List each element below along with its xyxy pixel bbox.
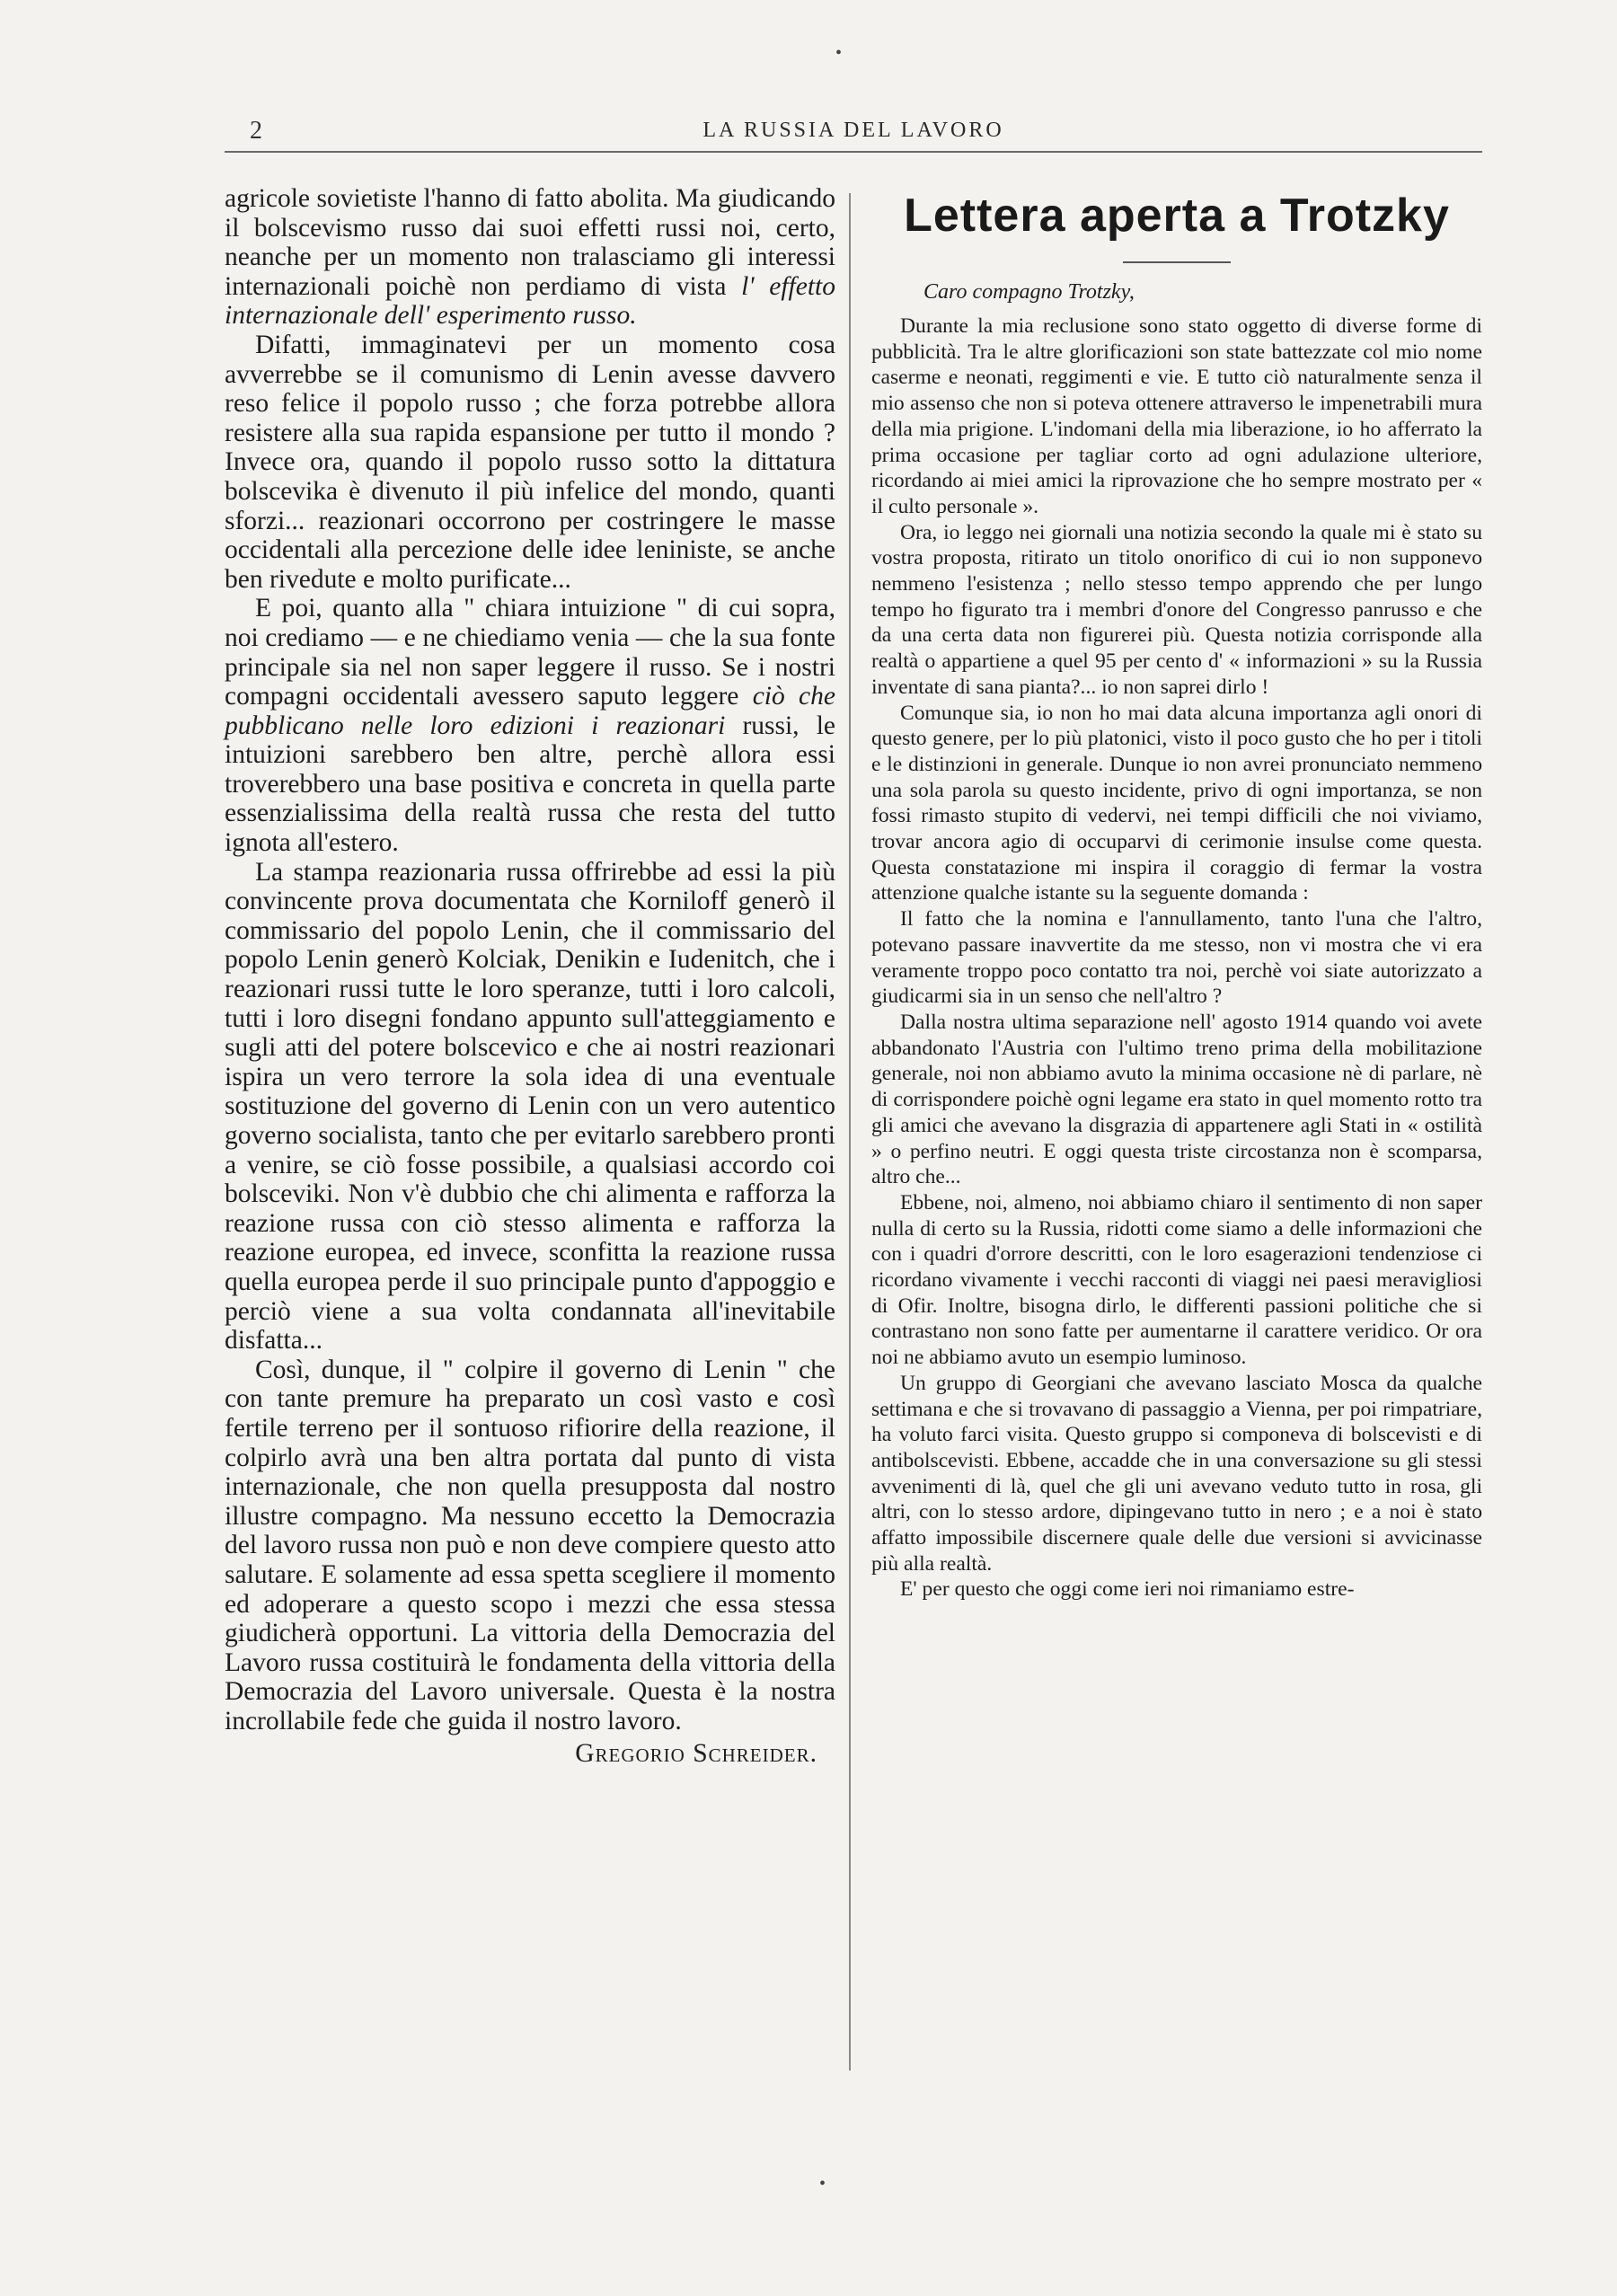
print-speck: •	[835, 43, 843, 63]
column-divider	[849, 193, 851, 2071]
left-column-article	[225, 184, 835, 1769]
letter-paragraph-7: Un gruppo di Georgiani che avevano lasciato Mosca da qualche settimana e che si trovavano di passaggio a Vienna, per poi rimpatriare, ha voluto farci visita. Questo gruppo si componeva di bolscevisti e di antibolscevisti. Ebbene, accadde che in una conversazione su gli stessi avvenimenti di là, quel che gli uni avevano veduto tutto in rosa, gli altri, con lo stesso ardore, dipingevano tutto in nero ; e a noi è stato affatto impossibile discernere quale delle due versioni si avvicinasse più alla realtà.	[871, 1371, 1482, 1576]
article-title: Lettera aperta a Trotzky	[904, 190, 1450, 242]
left-paragraph-3: E poi, quanto alla " chiara intuizione " di cui sopra, noi crediamo — e ne chiediamo venia — che la sua fonte principale sia nel non saper leggere il russo. Se i nostri compagni occidentali avessero saputo leggere ciò che pubblicano nelle loro edizioni i reazionari russi, le intuizioni sarebbero ben altre, perchè allora essi troverebbero una base positiva e concreta in quella parte essenzialissima della realtà russa che resta del tutto ignota all'estero.	[225, 594, 835, 858]
left-paragraph-5: Così, dunque, il " colpire il governo di Lenin " che con tante premure ha preparato un così vasto e così fertile terreno per il sontuoso rifiorire della reazione, il colpirlo avrà una ben altra portata dal punto di vista internazionale, che non quella presupposta dal nostro illustre compagno. Ma nessuno eccetto la Democrazia del lavoro russa non può e non deve compiere questo atto salutare. E solamente ad essa spetta scegliere il momento ed adoperare a questo scopo i mezzi che essa stessa giudicherà opportuni. La vittoria della Democrazia del Lavoro russa costituirà le fondamenta della vittoria della Democrazia del Lavoro universale. Questa è la nostra incrollabile fede che guida il nostro lavoro.	[225, 1355, 835, 1735]
letter-paragraph-6: Ebbene, noi, almeno, noi abbiamo chiaro il sentimento di non saper nulla di certo su la Russia, ridotti come siamo a delle informazioni che con i quadri d'orrore descritti, con le loro esagerazioni tendenziose ci ricordano vivamente i vecchi racconti di viaggi nei paesi meravigliosi di Ofir. Inoltre, bisogna dirlo, le differenti passioni politiche che si contrastano non sono fatte per aumentarne il carattere veridico. Or ora noi ne abbiamo avuto un esempio luminoso.	[871, 1190, 1482, 1370]
letter-paragraph-3: Comunque sia, io non ho mai data alcuna importanza agli onori di questo genere, per lo più platonici, visto il poco gusto che ho per i titoli e le distinzioni in generale. Dunque io non avrei pronunciato nemmeno una sola parola su questo incidente, privo di ogni importanza, se non fossi rimasto stupito di vedervi, nei tempi difficili che noi viviamo, trovar ancora agio di occuparvi di cerimonie insulse come questa. Questa constatazione mi inspira il coraggio di fermar la vostra attenzione qualche istante su la seguente domanda :	[871, 701, 1482, 905]
page-number: 2	[250, 117, 262, 145]
italic-phrase: l' effetto internazionale dell' esperimento russo.	[225, 271, 835, 331]
letter-paragraph-5: Dalla nostra ultima separazione nell' agosto 1914 quando voi avete abbandonato l'Austria con l'ultimo treno prima della mobilitazione generale, noi non abbiamo avuto la minima occasione nè di parlare, nè di corrispondere poichè ogni legame era stato in quel momento rotto tra gli amici che avevano la disgrazia di appartenere agli Stati in « ostilità » o perfino neutri. E oggi questa triste circostanza non è scomparsa, altro che...	[871, 1010, 1482, 1189]
page-header	[225, 117, 1482, 153]
left-paragraph-4: La stampa reazionaria russa offrirebbe ad essi la più convincente prova documentata che Korniloff generò il commissario del popolo Lenin, che il commissario del popolo Lenin generò Kolciak, Denikin e Iudenitch, che i reazionari russi tutte le loro speranze, tutti i loro calcoli, tutti i loro disegni fondano appunto sull'atteggiamento e sugli atti del potere bolscevico e che ai nostri reazionari ispira un vero terrore la sola idea di una eventuale sostituzione del governo di Lenin con un vero autentico governo socialista, tanto che per evitarlo sarebbero pronti a venire, se ciò fosse possibile, a qualsiasi accordo coi bolsceviki. Non v'è dubbio che chi alimenta e rafforza la reazione russa con ciò stesso alimenta e rafforza la reazione europea, ed invece, sconfitta la reazione russa quella europea perde il suo principale punto d'appoggio e perciò viene a sua volta condannata all'inevitabile disfatta...	[225, 857, 835, 1356]
title-rule	[1123, 261, 1231, 263]
author-signature: Gregorio Schreider.	[575, 1739, 817, 1769]
left-paragraph-1: agricole sovietiste l'hanno di fatto abolita. Ma giudicando il bolscevismo russo dai suoi effetti russi noi, certo, neanche per un momento non tralasciamo gli interessi internazionali poichè non perdiamo di vista l' effetto internazionale dell' esperimento russo.	[225, 184, 835, 331]
letter-body	[871, 313, 1482, 1603]
running-title: LA RUSSIA DEL LAVORO	[702, 119, 1004, 142]
letter-paragraph-4: Il fatto che la nomina e l'annullamento, tanto l'una che l'altro, potevano passare inavvertite da me stesso, non vi mostra che vi era veramente troppo poco contatto tra noi, perchè voi siate autorizzato a giudicarmi sia in un senso che nell'altro ?	[871, 907, 1482, 1009]
letter-paragraph-2: Ora, io leggo nei giornali una notizia secondo la quale mi è stato su vostra proposta, ritirato un titolo onorifico di cui io non supponevo nemmeno l'esistenza ; nello stesso tempo apprendo che per lungo tempo ho figurato tra i membri d'onore del Congresso panrusso e che da una certa data non figurerei più. Questa notizia corrisponde alla realtà o appartiene a quel 95 per cento d' « informazioni » su la Russia inventate di sana pianta?... io non saprei dirlo !	[871, 520, 1482, 699]
header-rule	[225, 151, 1482, 153]
letter-paragraph-8: E' per questo che oggi come ieri noi rimaniamo estre-	[900, 1577, 1355, 1602]
right-column-article	[871, 184, 1482, 1603]
italic-phrase: ciò che pubblicano nelle loro edizioni i reazionari	[225, 682, 835, 740]
salutation: Caro compagno Trotzky,	[923, 280, 1135, 304]
letter-paragraph-1: Durante la mia reclusione sono stato oggetto di diverse forme di pubblicità. Tra le altre glorificazioni son state battezzate col mio nome caserme e neonati, reggimenti e vie. E tutto ciò naturalmente senza il mio assenso che non si poteva ottenere attraverso le impenetrabili mura della mia prigione. L'indomani della mia liberazione, io ho afferrato la prima occasione per tagliar corto ad ogni adulazione ulteriore, ricordando ai miei amici la riprovazione che ho sempre mostrato per « il culto personale ».	[871, 314, 1482, 518]
print-speck: •	[819, 2174, 826, 2194]
left-paragraph-2: Difatti, immaginatevi per un momento cosa avverrebbe se il comunismo di Lenin avesse davvero reso felice il popolo russo ; che forza potrebbe allora resistere alla sua rapida espansione per tutto il mondo ? Invece ora, quando il popolo russo sotto la dittatura bolscevika è divenuto il più infelice del mondo, quanti sforzi... reazionari occorrono per costringere le masse occidentali alla percezione delle idee leniniste, se anche ben rivedute e molto purificate...	[225, 330, 835, 594]
